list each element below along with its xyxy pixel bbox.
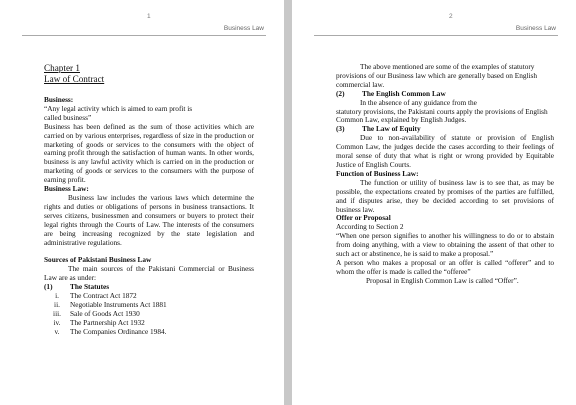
quote-line: “Any legal activity which is aimed to earn profit is xyxy=(44,103,193,113)
list-text: Negotiable Instruments Act 1881 xyxy=(70,299,167,309)
heading-number: (3) xyxy=(336,124,345,134)
page-2-body xyxy=(336,63,554,286)
list-text: Sale of Goods Act 1930 xyxy=(70,308,140,318)
running-header: Business Law xyxy=(515,25,556,32)
paragraph: Due to non-availability of statute or provision of English Common Law, the judges decide the cases according to their feelings of moral sense of duty that what is right or wrong provided by Equitable Justice of English Courts. xyxy=(336,133,554,169)
section-heading-offer: Offer or Proposal xyxy=(336,213,391,223)
paragraph: statutory provisions, the Pakistani courts apply the provisions of English Common Law, explained by English Judges. xyxy=(336,106,548,125)
section-heading-sources: Sources of Pakistani Business Law xyxy=(44,255,152,265)
paragraph: Business law includes the various laws which determine the rights and duties or obligations of persons in business transactions. It serves citizens, businessmen and consumers or buyers to protect their legal rights through the Courts of Law. The interests of the consumers are being increasing recognized by the state legislation and administrative regulations. xyxy=(44,192,254,247)
page-1-body xyxy=(44,63,254,337)
list-marker: ii. xyxy=(54,299,60,309)
paragraph: A person who makes a proposal or an offer is called “offerer” and to whom the offer is made is called the “offeree” xyxy=(336,257,554,276)
paragraph: The main sources of the Pakistani Commercial or Business Law are as under: xyxy=(44,264,254,283)
heading-number: (2) xyxy=(336,88,345,98)
page-number: 2 xyxy=(449,13,453,20)
paragraph: Business has been defined as the sum of those activities which are carried on by various enterprises, regardless of size in the production or marketing of goods or services to the consumers with the object of earning profit through the satisfaction of human wants. In other words, business is any lawful activity which is carried on in the production or marketing of goods or services to the consumers with the purpose of earning profit. xyxy=(44,121,254,185)
list-marker: iii. xyxy=(53,308,61,318)
section-heading-business-law: Business Law: xyxy=(44,184,89,194)
quote-line: called business” xyxy=(44,112,92,122)
section-heading-business: Business: xyxy=(44,95,74,104)
list-marker: iv. xyxy=(53,317,61,327)
page-number: 1 xyxy=(147,13,151,20)
section-reference: According to Section 2 xyxy=(336,222,404,232)
list-text: The Partnership Act 1932 xyxy=(70,317,145,327)
list-text: The Companies Ordinance 1984. xyxy=(70,326,167,336)
paragraph: The above mentioned are some of the examples of statutory provisions of our Business law which are generally based on English commercial law. xyxy=(336,62,538,89)
heading-number: (1) xyxy=(44,282,53,292)
heading-text: The Statutes xyxy=(70,282,110,292)
chapter-label: Chapter 1 xyxy=(44,63,80,73)
list-marker: v. xyxy=(54,326,60,336)
header-rule xyxy=(22,35,266,36)
chapter-title: Law of Contract xyxy=(44,74,105,84)
paragraph: The function or utility of business law is to see that, as may be possible, the expectations created by promises of the parties are fulfilled, and if disputes arise, they be decided according to set provisions of business law. xyxy=(336,177,554,214)
paragraph: Proposal in English Common Law is called “Offer”. xyxy=(366,275,519,285)
list-marker: i. xyxy=(55,291,59,301)
heading-text: The Law of Equity xyxy=(362,124,421,134)
paragraph: In the absence of any guidance from the xyxy=(360,97,477,107)
header-rule xyxy=(314,35,558,36)
heading-text: The English Common Law xyxy=(362,88,446,98)
list-item xyxy=(44,328,254,337)
section-heading-function: Function of Business Law: xyxy=(336,168,419,178)
document-page-1 xyxy=(0,0,284,405)
list-text: The Contract Act 1872 xyxy=(70,291,137,301)
document-page-2 xyxy=(292,0,576,405)
quote-paragraph: “When one person signifies to another his willingness to do or to abstain from doing anything, with a view to obtaining the assent of that other to such act or abstinence, he is said to make a proposal.” xyxy=(336,231,554,259)
running-header: Business Law xyxy=(223,25,264,32)
